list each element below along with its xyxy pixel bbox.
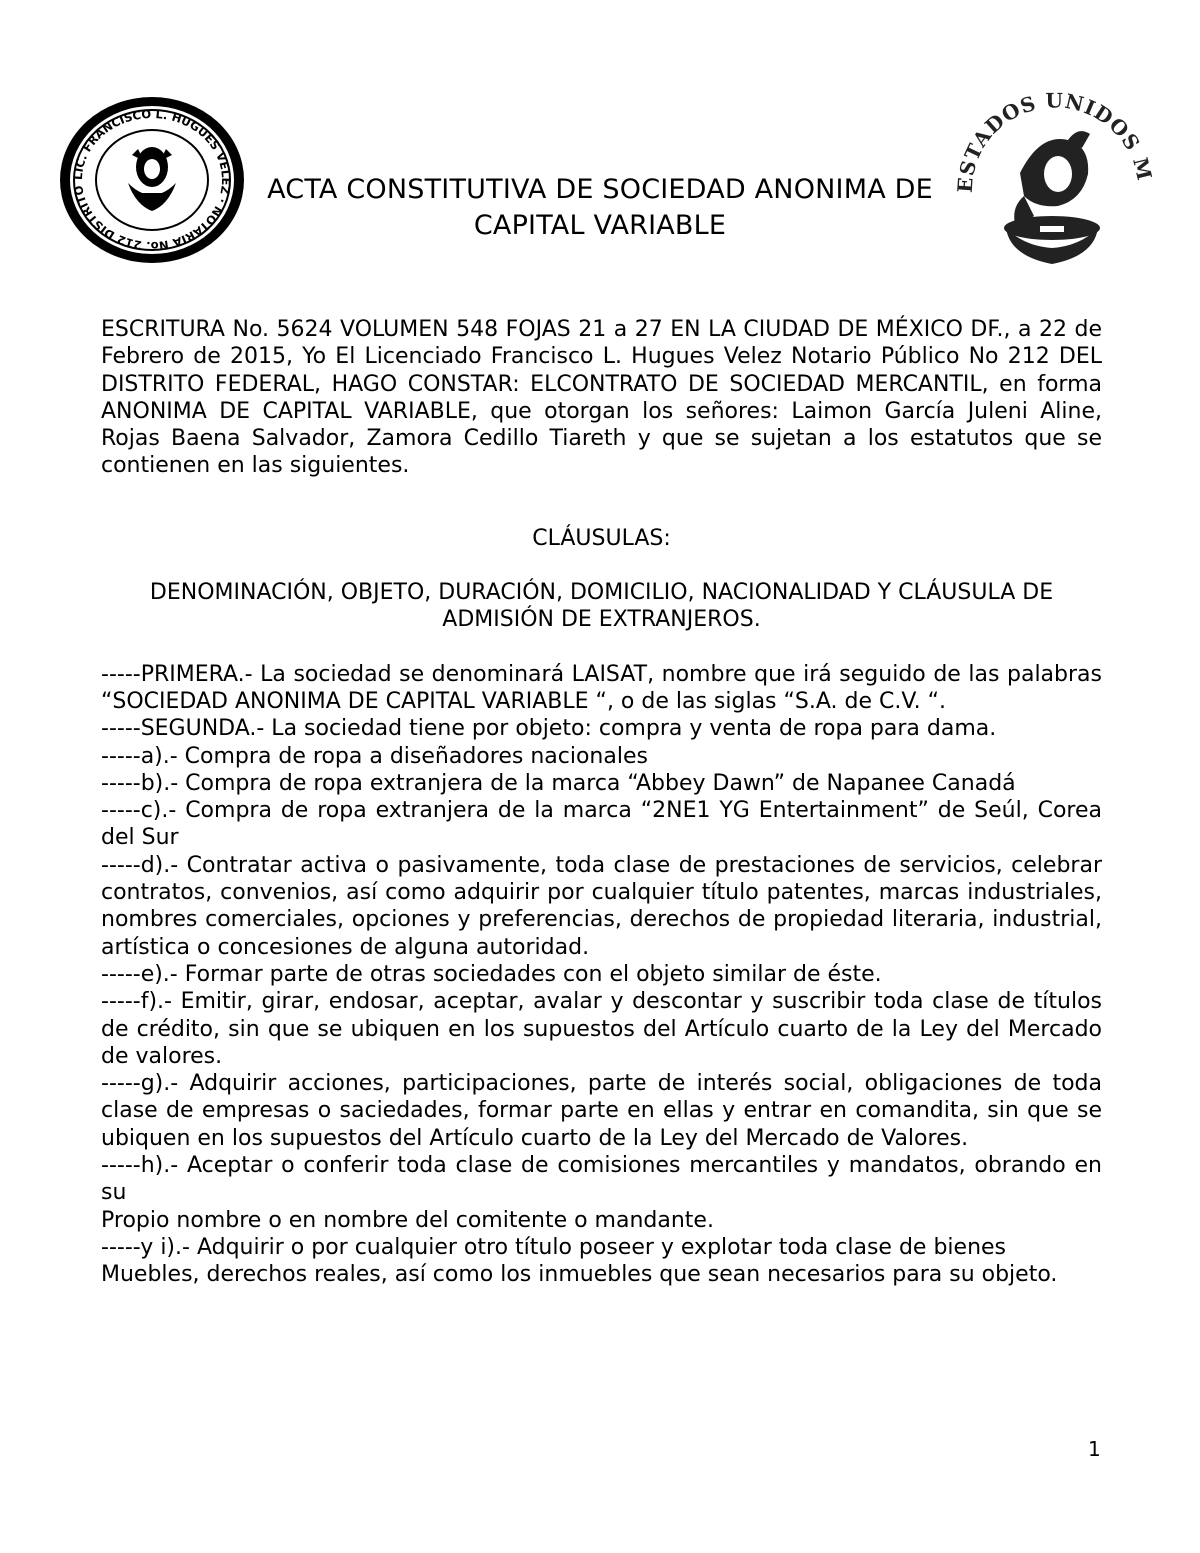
clause-item-d: -----d).- Contratar activa o pasivamente, toda clase de prestaciones de servicios, celebrar contratos, convenios, así como adquirir por cualquier título patentes, marcas industriales, nombres comerciales, opciones y preferencias, derechos de propiedad literaria, industrial, artística o concesiones de alguna autoridad. <box>101 852 1102 960</box>
clause-item-e: -----e).- Formar parte de otras sociedades con el objeto similar de éste. <box>101 961 882 987</box>
document-title <box>0 172 1200 244</box>
clause-item-b: -----b).- Compra de ropa extranjera de la marca “Abbey Dawn” de Napanee Canadá <box>101 770 1016 796</box>
title-line-2: CAPITAL VARIABLE <box>473 210 727 241</box>
clause-item-a: -----a).- Compra de ropa a diseñadores nacionales <box>101 743 648 769</box>
seal-ring-text: LIC. FRANCISCO L. HUGUES VELEZ · NOTARIA No. 212 DISTRITO <box>70 106 234 254</box>
section-heading <box>101 579 1102 634</box>
clause-item-g: -----g).- Adquirir acciones, participaciones, parte de interés social, obligaciones de toda clase de empresas o saciedades, formar parte en ellas y entrar en comandita, sin que se ubiquen en los supuestos del Artículo cuarto de la Ley del Mercado de Valores. <box>101 1071 1102 1151</box>
document-body <box>101 316 1102 1289</box>
clause-segunda: -----SEGUNDA.- La sociedad tiene por objeto: compra y venta de ropa para dama. <box>101 716 997 742</box>
clause-item-f: -----f).- Emitir, girar, endosar, aceptar, avalar y descontar y suscribir toda clase de títulos de crédito, sin que se ubiquen en los supuestos del Artículo cuarto de la Ley del Mercado de valores. <box>101 989 1102 1069</box>
coat-of-arms-text: ESTADOS UNIDOS M <box>952 88 1155 194</box>
intro-paragraph: ESCRITURA No. 5624 VOLUMEN 548 FOJAS 21 a 27 EN LA CIUDAD DE MÉXICO DF., a 22 de Febrero de 2015, Yo El Licenciado Francisco L. Hugues Velez Notario Público No 212 DEL DISTRITO FEDERAL, HAGO CONSTAR: ELCONTRATO DE SOCIEDAD MERCANTIL, en forma ANONIMA DE CAPITAL VARIABLE, que otorgan los señores: Laimon García Juleni Aline, Rojas Baena Salvador, Zamora Cedillo Tiareth y que se sujetan a los estatutos que se contienen en las siguientes. <box>101 317 1102 479</box>
clause-item-h-line-1: -----h).- Aceptar o conferir toda clase de comisiones mercantiles y mandatos, obrando en su <box>101 1153 1102 1206</box>
clause-item-i-line-2: Muebles, derechos reales, así como los inmuebles que sean necesarios para su objeto. <box>101 1262 1058 1288</box>
clause-primera: -----PRIMERA.- La sociedad se denominará LAISAT, nombre que irá seguido de las palabras “SOCIEDAD ANONIMA DE CAPITAL VARIABLE “, o de las siglas “S.A. de C.V. “. <box>101 661 1102 714</box>
clausulas-heading: CLÁUSULAS: <box>532 525 671 551</box>
clause-item-c: -----c).- Compra de ropa extranjera de la marca “2NE1 YG Entertainment” de Seúl, Corea del Sur <box>101 798 1102 851</box>
title-line-1: ACTA CONSTITUTIVA DE SOCIEDAD ANONIMA DE <box>267 174 933 205</box>
section-heading-line-1: DENOMINACIÓN, OBJETO, DURACIÓN, DOMICILIO, NACIONALIDAD Y CLÁUSULA DE <box>149 580 1054 606</box>
clause-item-i-line-1: -----y i).- Adquirir o por cualquier otro título poseer y explotar toda clase de bienes <box>101 1234 1007 1260</box>
page-number: 1 <box>1088 1437 1101 1461</box>
clause-item-h-line-2: Propio nombre o en nombre del comitente o mandante. <box>101 1207 714 1233</box>
section-heading-line-2: ADMISIÓN DE EXTRANJEROS. <box>442 607 761 633</box>
